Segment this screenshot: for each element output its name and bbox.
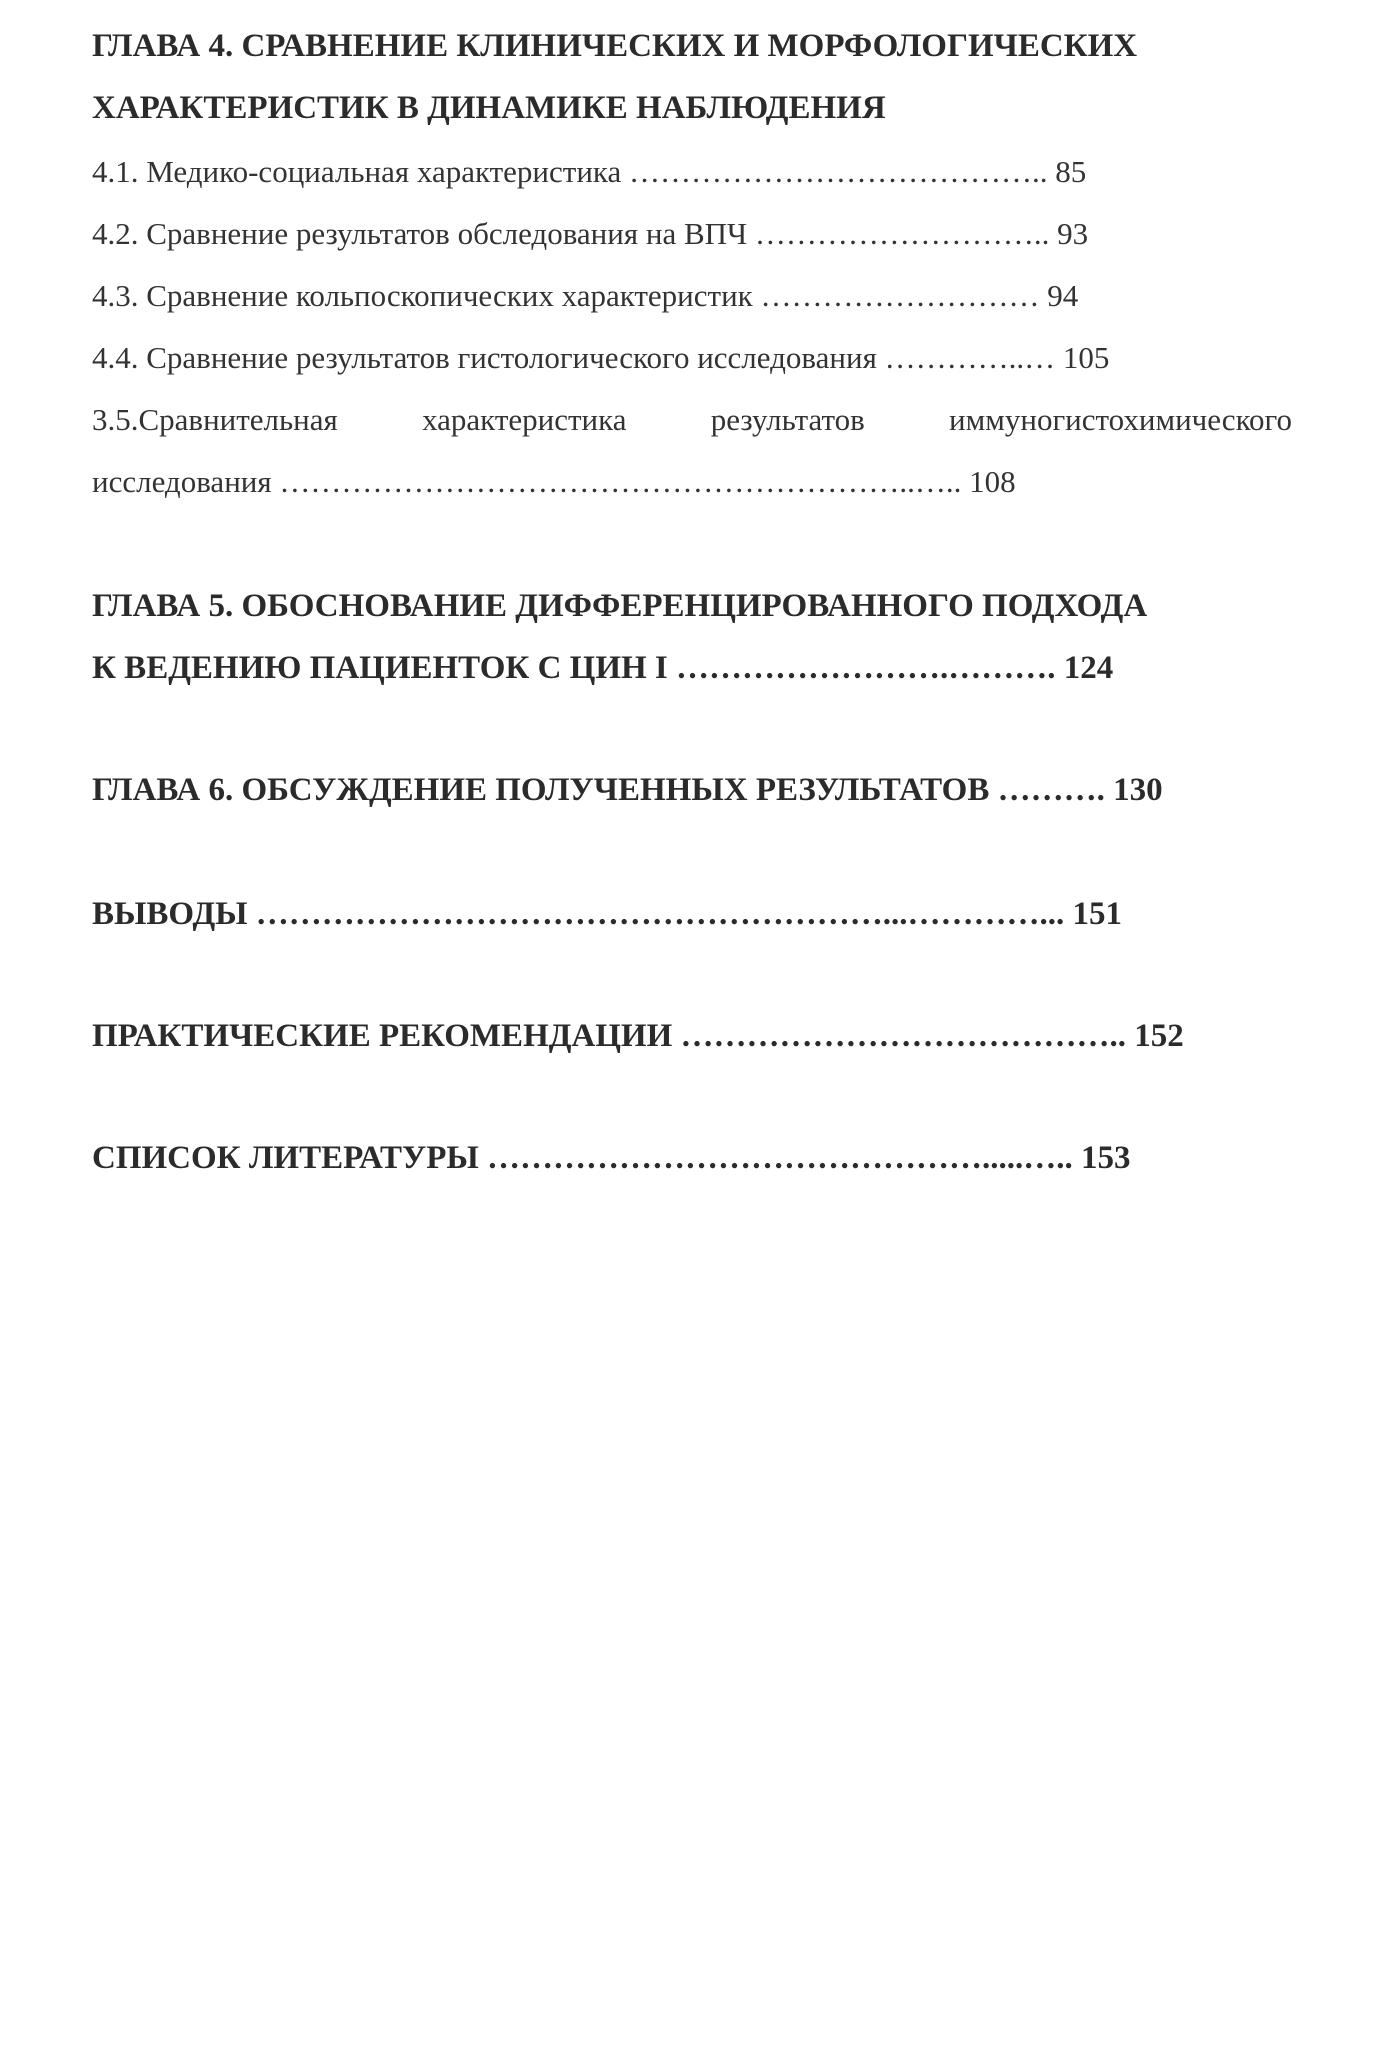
chapter-4-title-line-2: ХАРАКТЕРИСТИК В ДИНАМИКЕ НАБЛЮДЕНИЯ xyxy=(92,90,886,126)
conclusions-entry: ВЫВОДЫ …………………………………………………...…………... 151 xyxy=(92,896,1123,932)
chapter-4-title-line-1: ГЛАВА 4. СРАВНЕНИЕ КЛИНИЧЕСКИХ И МОРФОЛОГИЧЕСКИХ xyxy=(92,28,1138,64)
toc-entry-4-2: 4.2. Сравнение результатов обследования на ВПЧ ……………………….. 93 xyxy=(92,216,1089,251)
chapter-5-title-line-2: К ВЕДЕНИЮ ПАЦИЕНТОК С ЦИН I …………………….………. 124 xyxy=(92,650,1114,686)
toc-entry-3-5-line-2: исследования ……………………………………………………..….. 108 xyxy=(92,464,1016,499)
toc-entry-4-1: 4.1. Медико-социальная характеристика ………………………………….. 85 xyxy=(92,154,1087,189)
recommendations-entry: ПРАКТИЧЕСКИЕ РЕКОМЕНДАЦИИ ………………………………….. 152 xyxy=(92,1018,1184,1054)
toc-entry-3-5-line-1: 3.5.Сравнительная характеристика результатов иммуногистохимического xyxy=(92,402,1292,437)
chapter-5-title-line-1: ГЛАВА 5. ОБОСНОВАНИЕ ДИФФЕРЕНЦИРОВАННОГО ПОДХОДА xyxy=(92,588,1148,624)
references-entry: СПИСОК ЛИТЕРАТУРЫ ……………………………………….....….. 153 xyxy=(92,1140,1131,1176)
toc-entry-4-3: 4.3. Сравнение кольпоскопических характеристик ……………………… 94 xyxy=(92,278,1079,313)
chapter-6-title: ГЛАВА 6. ОБСУЖДЕНИЕ ПОЛУЧЕННЫХ РЕЗУЛЬТАТОВ ………. 130 xyxy=(92,772,1163,808)
toc-entry-4-4: 4.4. Сравнение результатов гистологического исследования …………..… 105 xyxy=(92,340,1110,375)
